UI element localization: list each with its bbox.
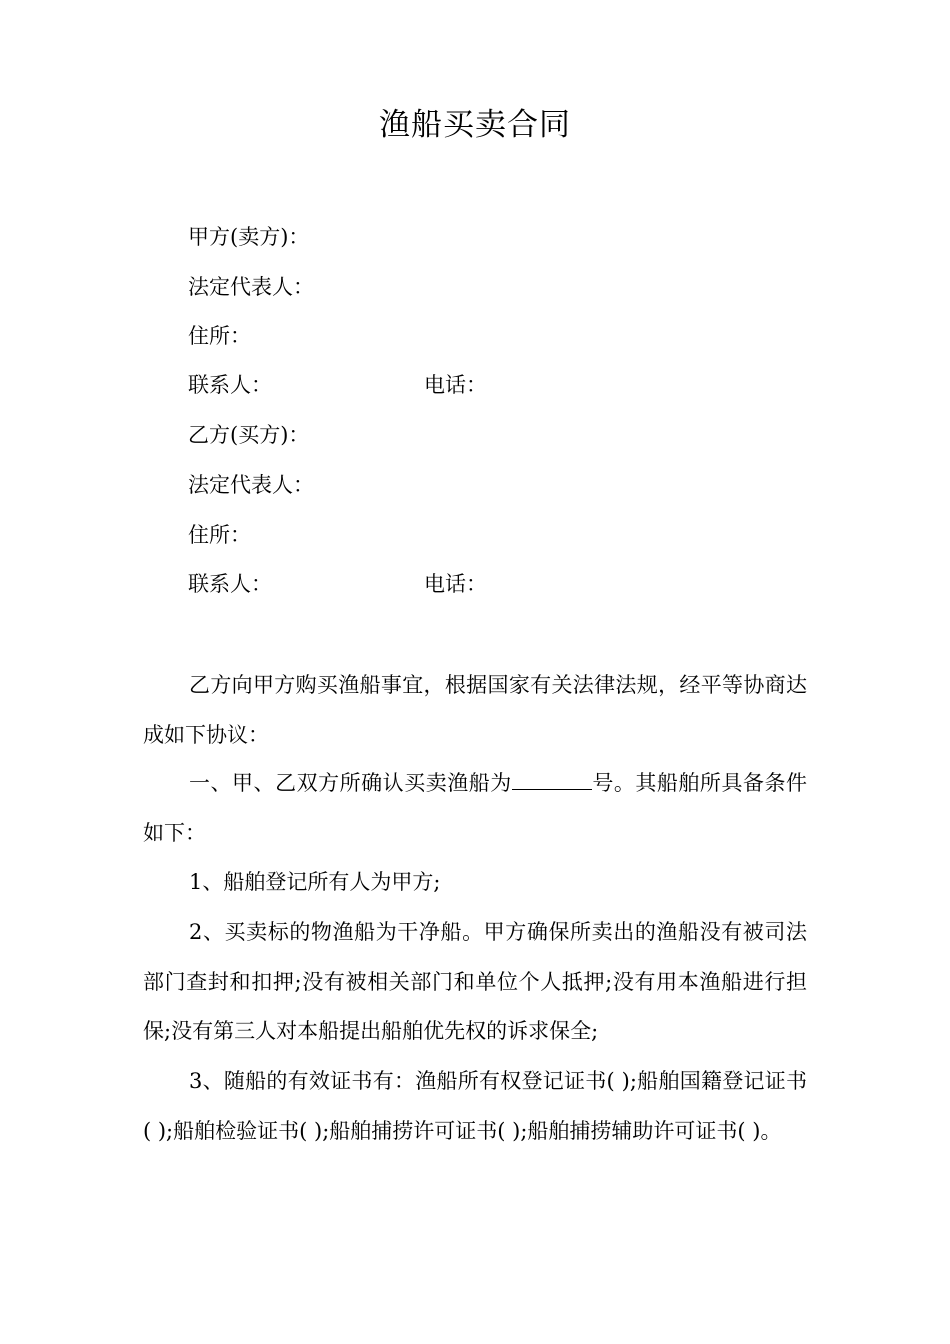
item-1-paragraph: 1、船舶登记所有人为甲方; bbox=[189, 870, 441, 894]
clause-1-paragraph bbox=[143, 759, 807, 858]
party-a-phone: 电话： bbox=[424, 373, 487, 397]
party-a-legal-rep: 法定代表人： bbox=[188, 275, 314, 299]
intro-paragraph: 乙方向甲方购买渔船事宜，根据国家有关法律法规，经平等协商达成如下协议： bbox=[143, 673, 807, 747]
vessel-number-blank bbox=[512, 767, 592, 790]
party-b-label: 乙方(买方)： bbox=[188, 423, 310, 447]
party-a-label: 甲方(卖方)： bbox=[188, 225, 310, 249]
item-3-paragraph: 3、随船的有效证书有：渔船所有权登记证书( );船舶国籍登记证书( );船舶检验证书( );船舶捕捞许可证书( );船舶捕捞辅助许可证书( )。 bbox=[143, 1069, 807, 1143]
clause-1-text-before: 一、甲、乙双方所确认买卖渔船为 bbox=[189, 771, 512, 795]
party-a-address: 住所： bbox=[188, 324, 251, 348]
party-a-contact: 联系人： bbox=[188, 373, 272, 397]
party-b-contact: 联系人： bbox=[188, 572, 272, 596]
party-b-phone: 电话： bbox=[424, 572, 487, 596]
clause-1-text-after: 号。其船舶所具备条件如下： bbox=[143, 771, 808, 845]
party-b-legal-rep: 法定代表人： bbox=[188, 473, 314, 497]
item-2-paragraph: 2、买卖标的物渔船为干净船。甲方确保所卖出的渔船没有被司法部门查封和扣押;没有被相关部门和单位个人抵押;没有用本渔船进行担保;没有第三人对本船提出船舶优先权的诉求保全; bbox=[143, 920, 807, 1043]
party-b-address: 住所： bbox=[188, 523, 251, 547]
document-title: 渔船买卖合同 bbox=[379, 107, 571, 143]
